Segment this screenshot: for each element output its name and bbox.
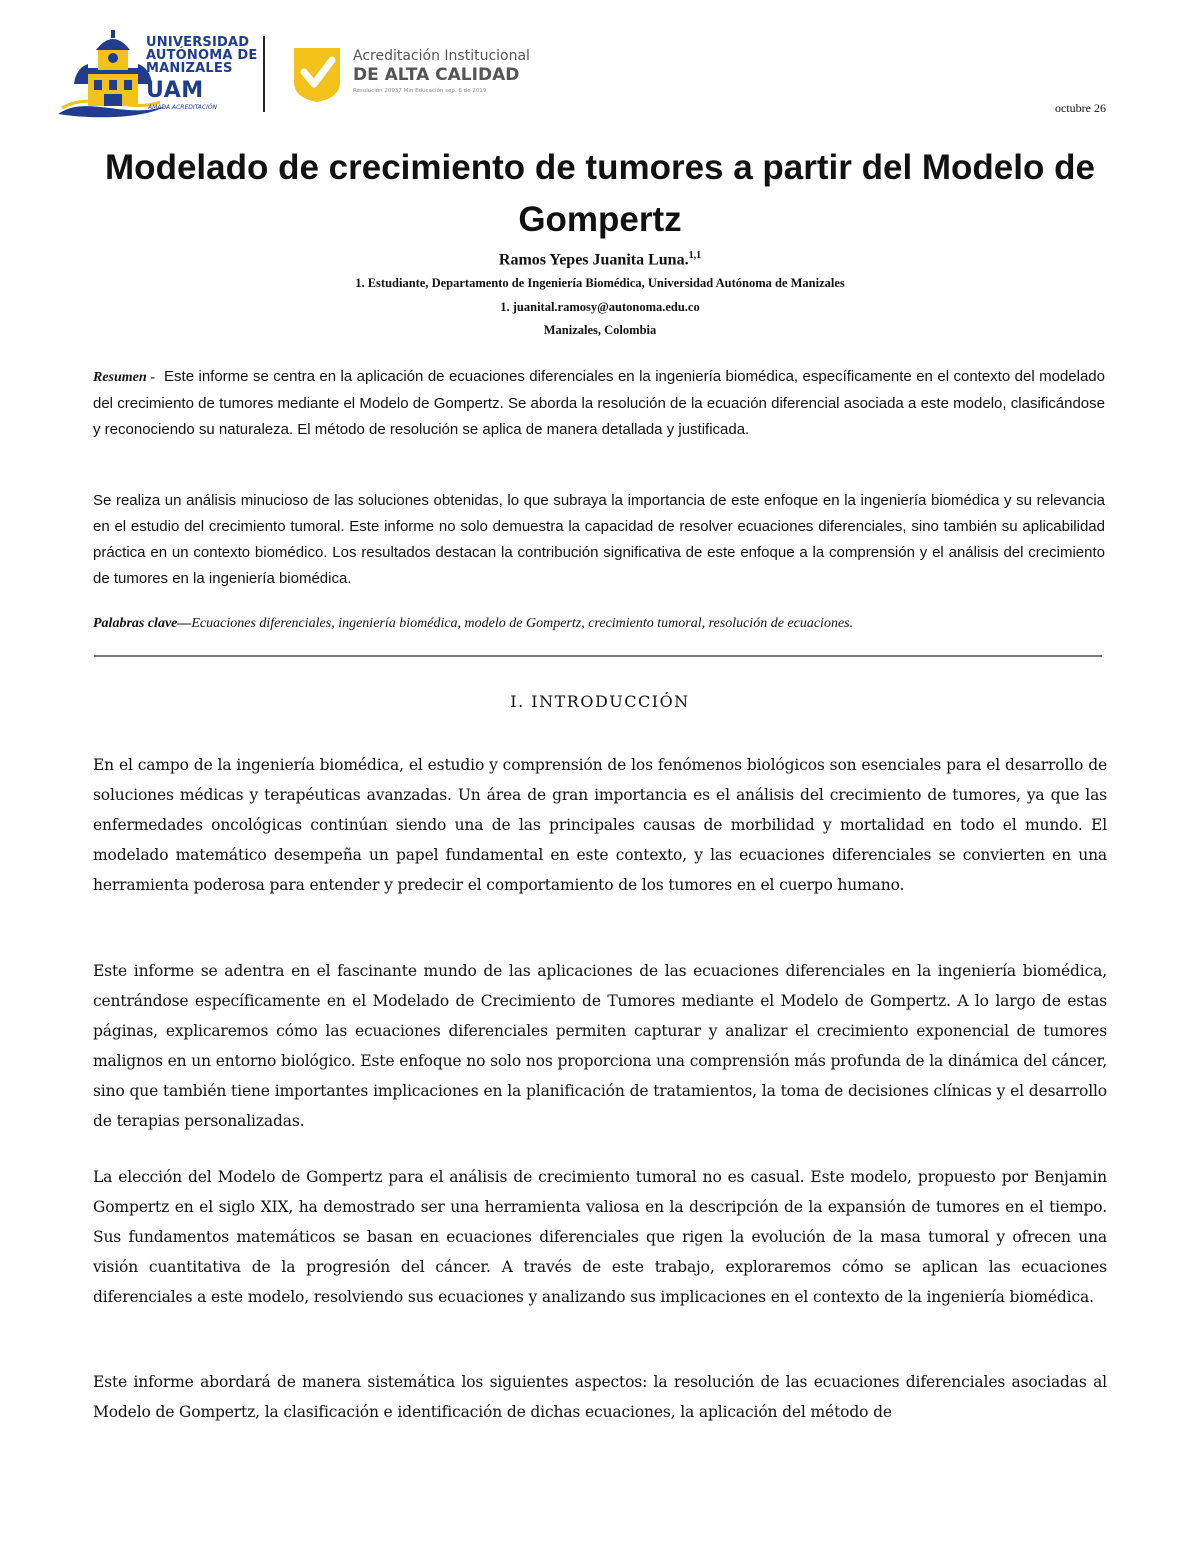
accreditation-line-3: Resolución 20937 Min Educación sep. 6 de 2019 — [353, 88, 487, 94]
author-line — [0, 250, 1200, 269]
keywords-label: Palabras clave— — [93, 616, 192, 631]
section-divider — [94, 655, 1102, 657]
keywords — [93, 616, 1105, 632]
accreditation-line-2: DE ALTA CALIDAD — [353, 65, 520, 85]
affiliation-department: 1. Estudiante, Departamento de Ingeniería Biomédica, Universidad Autónoma de Manizales — [355, 276, 845, 290]
header-divider — [263, 36, 265, 112]
intro-paragraph-2: Este informe se adentra en el fascinante mundo de las aplicaciones de las ecuaciones diferenciales en la ingeniería biomédica, centrándose específicamente en el Modelado de Crecimiento de Tumores mediante el Modelo de Gompertz. A lo largo de estas páginas, explicaremos cómo las ecuaciones diferenciales permiten capturar y analizar el crecimiento exponencial de tumores malignos en un entorno biológico. Este enfoque no solo nos proporciona una comprensión más profunda de la dinámica del cáncer, sino que también tiene importantes implicaciones en la planificación de tratamientos, la toma de decisiones clínicas y el desarrollo de terapias personalizadas. — [93, 962, 1107, 1130]
abstract-paragraph-1 — [93, 364, 1105, 443]
intro-paragraph-1: En el campo de la ingeniería biomédica, el estudio y comprensión de los fenómenos biológicos son esenciales para el desarrollo de soluciones médicas y terapéuticas avanzadas. Un área de gran importancia es el análisis del crecimiento de tumores, ya que las enfermedades oncológicas continúan siendo una de las principales causas de morbilidad y mortalidad en todo el mundo. El modelado matemático desempeña un papel fundamental en este contexto, y las ecuaciones diferenciales se convierten en una herramienta poderosa para entender y predecir el comportamiento de los tumores en el cuerpo humano. — [93, 756, 1107, 894]
uam-name — [146, 36, 257, 75]
author-superscript: 1,1 — [688, 250, 702, 261]
affiliation-location: Manizales, Colombia — [543, 323, 657, 337]
page-header — [0, 0, 1200, 125]
abstract-text-1: Este informe se centra en la aplicación de ecuaciones diferenciales en la ingeniería biomédica, específicamente en el contexto del modelado del crecimiento de tumores mediante el Modelo de Gompertz. Se aborda la resolución de la ecuación diferencial asociada a este modelo, clasificándose y reconociendo su naturaleza. El método de resolución se aplica de manera detallada y justificada. — [93, 368, 1105, 438]
uam-line-3: MANIZALES — [146, 61, 233, 76]
accreditation-text — [353, 48, 530, 94]
intro-paragraph-4: Este informe abordará de manera sistemática los siguientes aspectos: la resolución de las ecuaciones diferenciales asociadas al Modelo de Gompertz, la clasificación e identificación de dichas ecuaciones, la aplicación del método de — [93, 1373, 1107, 1421]
intro-paragraph-3: La elección del Modelo de Gompertz para el análisis de crecimiento tumoral no es casual. Este modelo, propuesto por Benjamin Gompertz en el siglo XIX, ha demostrado ser una herramienta valiosa en la descripción de la expansión de tumores en el tiempo. Sus fundamentos matemáticos se basan en ecuaciones diferenciales que rigen la evolución de la masa tumoral y ofrecen una visión cuantitativa de la progresión del cáncer. A través de este trabajo, exploraremos cómo se aplican las ecuaciones diferenciales a este modelo, resolviendo sus ecuaciones y analizando sus implicaciones en el contexto de la ingeniería biomédica. — [93, 1168, 1107, 1306]
uam-line-2: AUTÓNOMA DE — [146, 48, 258, 63]
uam-acronym: UAM — [146, 78, 204, 103]
header-date: octubre 26 — [1055, 101, 1106, 115]
section-heading: I. INTRODUCCIÓN — [510, 692, 690, 711]
keywords-text: Ecuaciones diferenciales, ingeniería biomédica, modelo de Gompertz, crecimiento tumoral, resolución de ecuaciones. — [191, 616, 854, 631]
paper-title: Modelado de crecimiento de tumores a partir del Modelo de Gompertz — [105, 148, 1095, 239]
accreditation-check-icon — [290, 44, 344, 104]
uam-line-1: UNIVERSIDAD — [146, 35, 250, 50]
accreditation-line-1: Acreditación Institucional — [353, 48, 530, 64]
affiliation-email: 1. juanital.ramosy@autonoma.edu.co — [500, 300, 700, 314]
author-name: Ramos Yepes Juanita Luna. — [498, 251, 689, 269]
abstract-label: Resumen - — [93, 370, 156, 385]
uam-tagline: AMADA ACREDITACIÓN — [148, 104, 218, 111]
abstract-paragraph-2: Se realiza un análisis minucioso de las soluciones obtenidas, lo que subraya la importancia de este enfoque en la ingeniería biomédica y su relevancia en el estudio del crecimiento tumoral. Este informe no solo demuestra la capacidad de resolver ecuaciones diferenciales, sino también su aplicabilidad práctica en un contexto biomédico. Los resultados destacan la contribución significativa de este enfoque a la comprensión y el análisis del crecimiento de tumores en la ingeniería biomédica. — [93, 492, 1105, 587]
